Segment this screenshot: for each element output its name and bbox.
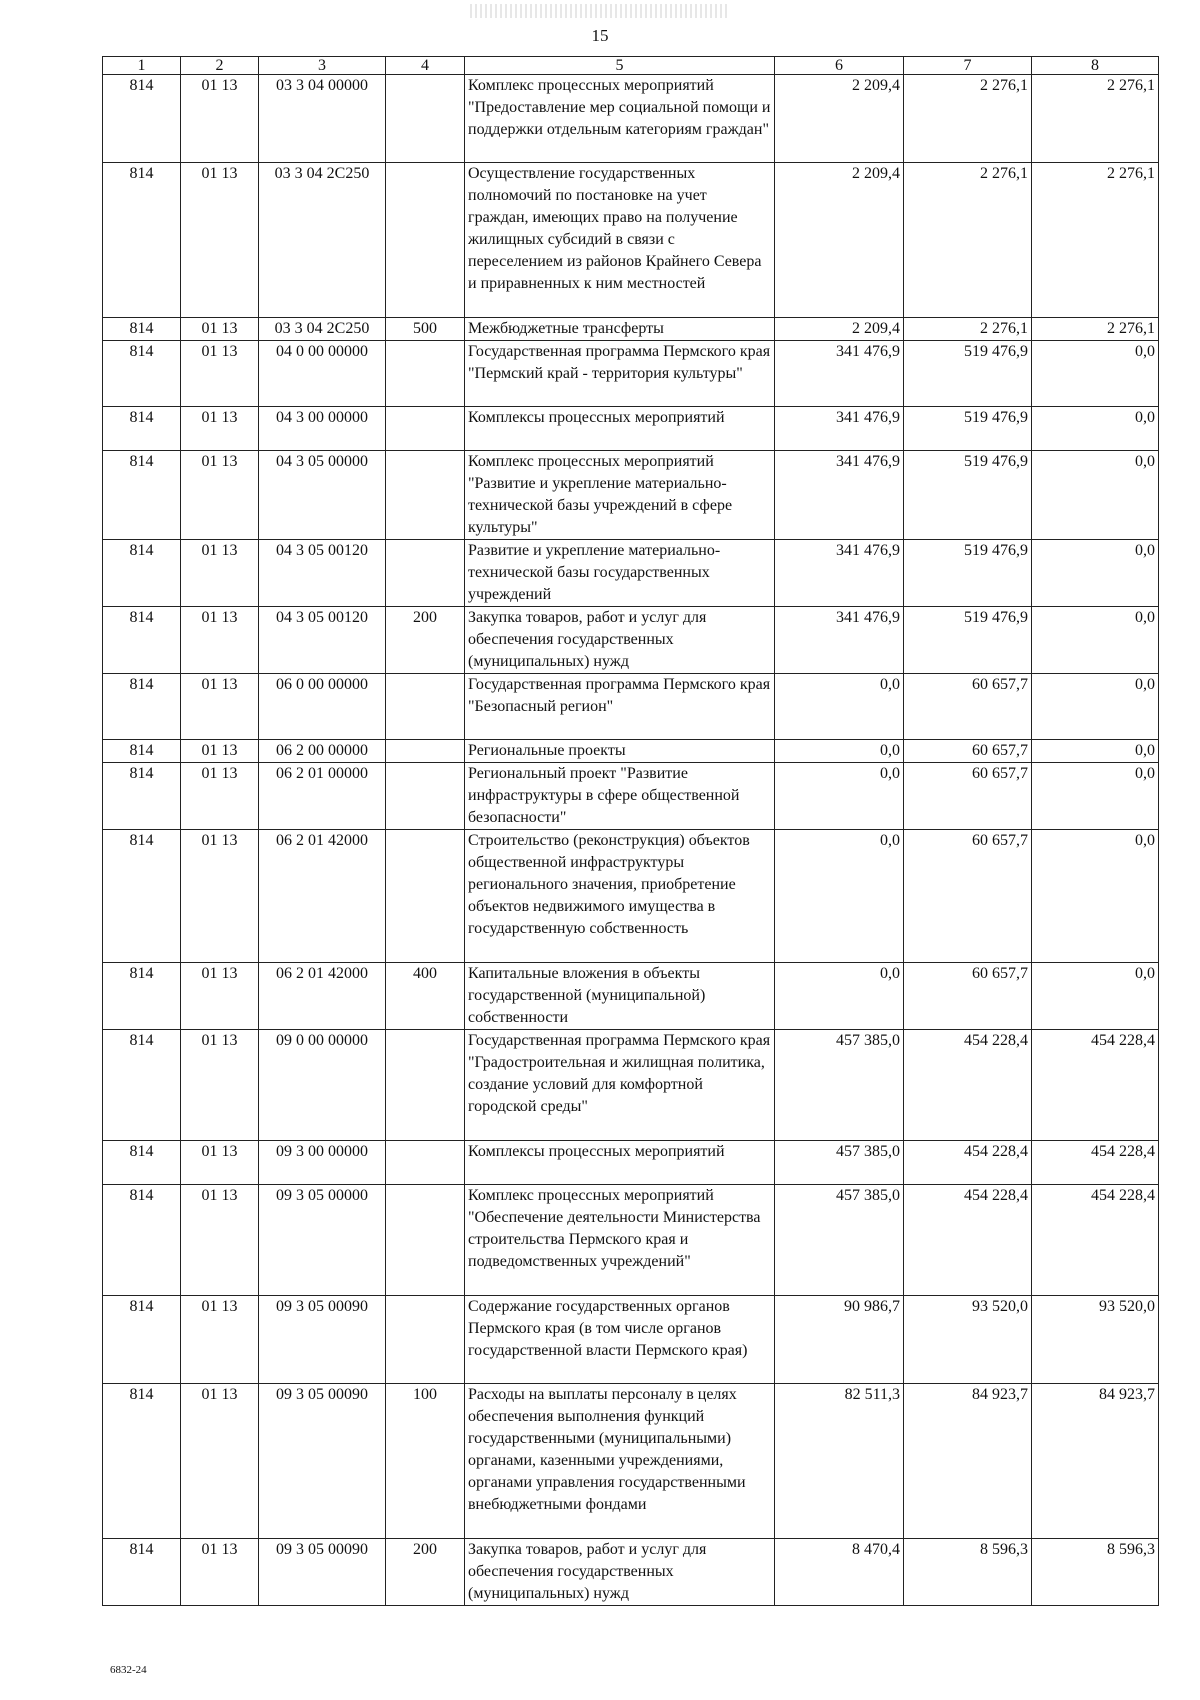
section-code: 01 13: [181, 763, 259, 830]
ministry-code: 814: [103, 451, 181, 540]
expense-type-code: 100: [386, 1384, 465, 1539]
section-code: 01 13: [181, 740, 259, 763]
table-row: [103, 318, 1159, 341]
amount-col6: 8 470,4: [775, 1539, 904, 1606]
target-article-code: 09 3 00 00000: [259, 1141, 386, 1185]
amount-col6: 341 476,9: [775, 451, 904, 540]
page-number: 15: [591, 26, 609, 45]
amount-col7: 60 657,7: [904, 763, 1032, 830]
ministry-code: 814: [103, 341, 181, 407]
section-code: 01 13: [181, 75, 259, 163]
target-article-code: 04 0 00 00000: [259, 341, 386, 407]
amount-col8: 84 923,7: [1032, 1384, 1159, 1539]
ministry-code: 814: [103, 963, 181, 1030]
table-row: [103, 1539, 1159, 1606]
amount-col6: 0,0: [775, 740, 904, 763]
amount-col8: 0,0: [1032, 963, 1159, 1030]
section-code: 01 13: [181, 1185, 259, 1296]
budget-table: [102, 56, 1159, 1606]
target-article-code: 04 3 00 00000: [259, 407, 386, 451]
target-article-code: 09 0 00 00000: [259, 1030, 386, 1141]
amount-col6: 82 511,3: [775, 1384, 904, 1539]
item-name: Комплекс процессных мероприятий "Обеспечение деятельности Министерства строительства Пермского края и подведомственных учреждений": [465, 1185, 775, 1296]
table-row: [103, 1296, 1159, 1384]
table-row: [103, 451, 1159, 540]
item-name: Комплексы процессных мероприятий: [465, 1141, 775, 1185]
target-article-code: 06 2 00 00000: [259, 740, 386, 763]
column-header: 7: [904, 57, 1032, 75]
target-article-code: 03 3 04 00000: [259, 75, 386, 163]
amount-col8: 2 276,1: [1032, 163, 1159, 318]
target-article-code: 09 3 05 00000: [259, 1185, 386, 1296]
ministry-code: 814: [103, 1296, 181, 1384]
ministry-code: 814: [103, 607, 181, 674]
item-name: Комплексы процессных мероприятий: [465, 407, 775, 451]
amount-col6: 2 209,4: [775, 163, 904, 318]
target-article-code: 09 3 05 00090: [259, 1296, 386, 1384]
amount-col7: 519 476,9: [904, 607, 1032, 674]
item-name: Закупка товаров, работ и услуг для обеспечения государственных (муниципальных) нужд: [465, 1539, 775, 1606]
amount-col7: 2 276,1: [904, 318, 1032, 341]
expense-type-code: 500: [386, 318, 465, 341]
amount-col8: 93 520,0: [1032, 1296, 1159, 1384]
expense-type-code: [386, 451, 465, 540]
amount-col7: 2 276,1: [904, 75, 1032, 163]
item-name: Государственная программа Пермского края "Пермский край - территория культуры": [465, 341, 775, 407]
section-code: 01 13: [181, 963, 259, 1030]
expense-type-code: [386, 763, 465, 830]
amount-col7: 8 596,3: [904, 1539, 1032, 1606]
amount-col7: 60 657,7: [904, 740, 1032, 763]
expense-type-code: [386, 674, 465, 740]
amount-col6: 341 476,9: [775, 540, 904, 607]
table-row: [103, 607, 1159, 674]
amount-col6: 0,0: [775, 963, 904, 1030]
ministry-code: 814: [103, 1185, 181, 1296]
table-row: [103, 407, 1159, 451]
amount-col8: 0,0: [1032, 341, 1159, 407]
table-row: [103, 830, 1159, 963]
table-row: [103, 341, 1159, 407]
expense-type-code: 400: [386, 963, 465, 1030]
expense-type-code: [386, 540, 465, 607]
section-code: 01 13: [181, 1384, 259, 1539]
item-name: Региональные проекты: [465, 740, 775, 763]
column-header: 6: [775, 57, 904, 75]
item-name: Государственная программа Пермского края "Безопасный регион": [465, 674, 775, 740]
amount-col8: 0,0: [1032, 607, 1159, 674]
item-name: Межбюджетные трансферты: [465, 318, 775, 341]
ministry-code: 814: [103, 1384, 181, 1539]
column-header: 8: [1032, 57, 1159, 75]
ministry-code: 814: [103, 540, 181, 607]
target-article-code: 04 3 05 00120: [259, 540, 386, 607]
column-header: 5: [465, 57, 775, 75]
expense-type-code: [386, 830, 465, 963]
amount-col8: 0,0: [1032, 407, 1159, 451]
amount-col6: 457 385,0: [775, 1030, 904, 1141]
section-code: 01 13: [181, 163, 259, 318]
column-header: 4: [386, 57, 465, 75]
amount-col7: 454 228,4: [904, 1030, 1032, 1141]
amount-col6: 0,0: [775, 830, 904, 963]
section-code: 01 13: [181, 674, 259, 740]
target-article-code: 06 2 01 42000: [259, 830, 386, 963]
section-code: 01 13: [181, 1296, 259, 1384]
ministry-code: 814: [103, 1539, 181, 1606]
amount-col7: 454 228,4: [904, 1141, 1032, 1185]
target-article-code: 06 2 01 00000: [259, 763, 386, 830]
amount-col8: 454 228,4: [1032, 1141, 1159, 1185]
ministry-code: 814: [103, 75, 181, 163]
amount-col6: 341 476,9: [775, 607, 904, 674]
item-name: Расходы на выплаты персоналу в целях обеспечения выполнения функций государственными (муниципальными) органами, казенными учреждениями, органами управления государственными внебюджетными фондами: [465, 1384, 775, 1539]
document-code: 6832-24: [110, 1664, 147, 1676]
expense-type-code: [386, 163, 465, 318]
amount-col7: 519 476,9: [904, 407, 1032, 451]
amount-col8: 0,0: [1032, 830, 1159, 963]
expense-type-code: [386, 1185, 465, 1296]
item-name: Региональный проект "Развитие инфраструктуры в сфере общественной безопасности": [465, 763, 775, 830]
table-row: [103, 1030, 1159, 1141]
amount-col6: 457 385,0: [775, 1141, 904, 1185]
expense-type-code: [386, 75, 465, 163]
target-article-code: 06 0 00 00000: [259, 674, 386, 740]
amount-col7: 454 228,4: [904, 1185, 1032, 1296]
ministry-code: 814: [103, 1141, 181, 1185]
table-row: [103, 75, 1159, 163]
item-name: Комплекс процессных мероприятий "Предоставление мер социальной помощи и поддержки отдельным категориям граждан": [465, 75, 775, 163]
table-row: [103, 540, 1159, 607]
amount-col7: 519 476,9: [904, 451, 1032, 540]
target-article-code: 04 3 05 00000: [259, 451, 386, 540]
amount-col8: 0,0: [1032, 451, 1159, 540]
scan-artifact: [470, 4, 730, 18]
ministry-code: 814: [103, 1030, 181, 1141]
amount-col6: 341 476,9: [775, 407, 904, 451]
amount-col8: 2 276,1: [1032, 75, 1159, 163]
ministry-code: 814: [103, 407, 181, 451]
table-row: [103, 1141, 1159, 1185]
item-name: Осуществление государственных полномочий по постановке на учет граждан, имеющих право на получение жилищных субсидий в связи с переселением из районов Крайнего Севера и приравненных к ним местностей: [465, 163, 775, 318]
section-code: 01 13: [181, 540, 259, 607]
table-row: [103, 1185, 1159, 1296]
ministry-code: 814: [103, 318, 181, 341]
amount-col8: 2 276,1: [1032, 318, 1159, 341]
expense-type-code: [386, 1030, 465, 1141]
amount-col6: 0,0: [775, 763, 904, 830]
item-name: Капитальные вложения в объекты государственной (муниципальной) собственности: [465, 963, 775, 1030]
amount-col7: 60 657,7: [904, 674, 1032, 740]
expense-type-code: 200: [386, 607, 465, 674]
amount-col6: 2 209,4: [775, 75, 904, 163]
amount-col8: 454 228,4: [1032, 1030, 1159, 1141]
amount-col7: 2 276,1: [904, 163, 1032, 318]
expense-type-code: [386, 1296, 465, 1384]
amount-col6: 0,0: [775, 674, 904, 740]
target-article-code: 03 3 04 2С250: [259, 318, 386, 341]
amount-col7: 93 520,0: [904, 1296, 1032, 1384]
table-row: [103, 763, 1159, 830]
column-header: 2: [181, 57, 259, 75]
section-code: 01 13: [181, 451, 259, 540]
section-code: 01 13: [181, 1539, 259, 1606]
amount-col7: 60 657,7: [904, 830, 1032, 963]
target-article-code: 04 3 05 00120: [259, 607, 386, 674]
table-row: [103, 674, 1159, 740]
expense-type-code: [386, 407, 465, 451]
ministry-code: 814: [103, 740, 181, 763]
section-code: 01 13: [181, 407, 259, 451]
amount-col6: 2 209,4: [775, 318, 904, 341]
table-row: [103, 163, 1159, 318]
expense-type-code: [386, 740, 465, 763]
amount-col6: 457 385,0: [775, 1185, 904, 1296]
item-name: Государственная программа Пермского края "Градостроительная и жилищная политика, создание условий для комфортной городской среды": [465, 1030, 775, 1141]
section-code: 01 13: [181, 1141, 259, 1185]
amount-col8: 0,0: [1032, 674, 1159, 740]
amount-col8: 8 596,3: [1032, 1539, 1159, 1606]
target-article-code: 09 3 05 00090: [259, 1384, 386, 1539]
header-row: [103, 57, 1159, 75]
table-row: [103, 963, 1159, 1030]
amount-col8: 0,0: [1032, 740, 1159, 763]
amount-col8: 0,0: [1032, 763, 1159, 830]
table-row: [103, 740, 1159, 763]
column-header: 1: [103, 57, 181, 75]
expense-type-code: [386, 341, 465, 407]
ministry-code: 814: [103, 674, 181, 740]
section-code: 01 13: [181, 830, 259, 963]
item-name: Строительство (реконструкция) объектов общественной инфраструктуры регионального значения, приобретение объектов недвижимого имущества в государственную собственность: [465, 830, 775, 963]
section-code: 01 13: [181, 1030, 259, 1141]
amount-col7: 84 923,7: [904, 1384, 1032, 1539]
target-article-code: 06 2 01 42000: [259, 963, 386, 1030]
item-name: Комплекс процессных мероприятий "Развитие и укрепление материально-технической базы учреждений в сфере культуры": [465, 451, 775, 540]
amount-col8: 454 228,4: [1032, 1185, 1159, 1296]
section-code: 01 13: [181, 341, 259, 407]
expense-type-code: 200: [386, 1539, 465, 1606]
ministry-code: 814: [103, 830, 181, 963]
amount-col7: 60 657,7: [904, 963, 1032, 1030]
section-code: 01 13: [181, 607, 259, 674]
ministry-code: 814: [103, 163, 181, 318]
table-row: [103, 1384, 1159, 1539]
target-article-code: 03 3 04 2С250: [259, 163, 386, 318]
amount-col8: 0,0: [1032, 540, 1159, 607]
item-name: Закупка товаров, работ и услуг для обеспечения государственных (муниципальных) нужд: [465, 607, 775, 674]
section-code: 01 13: [181, 318, 259, 341]
column-header: 3: [259, 57, 386, 75]
amount-col7: 519 476,9: [904, 341, 1032, 407]
expense-type-code: [386, 1141, 465, 1185]
item-name: Развитие и укрепление материально-технической базы государственных учреждений: [465, 540, 775, 607]
amount-col6: 341 476,9: [775, 341, 904, 407]
target-article-code: 09 3 05 00090: [259, 1539, 386, 1606]
amount-col7: 519 476,9: [904, 540, 1032, 607]
item-name: Содержание государственных органов Пермского края (в том числе органов государственной власти Пермского края): [465, 1296, 775, 1384]
ministry-code: 814: [103, 763, 181, 830]
amount-col6: 90 986,7: [775, 1296, 904, 1384]
